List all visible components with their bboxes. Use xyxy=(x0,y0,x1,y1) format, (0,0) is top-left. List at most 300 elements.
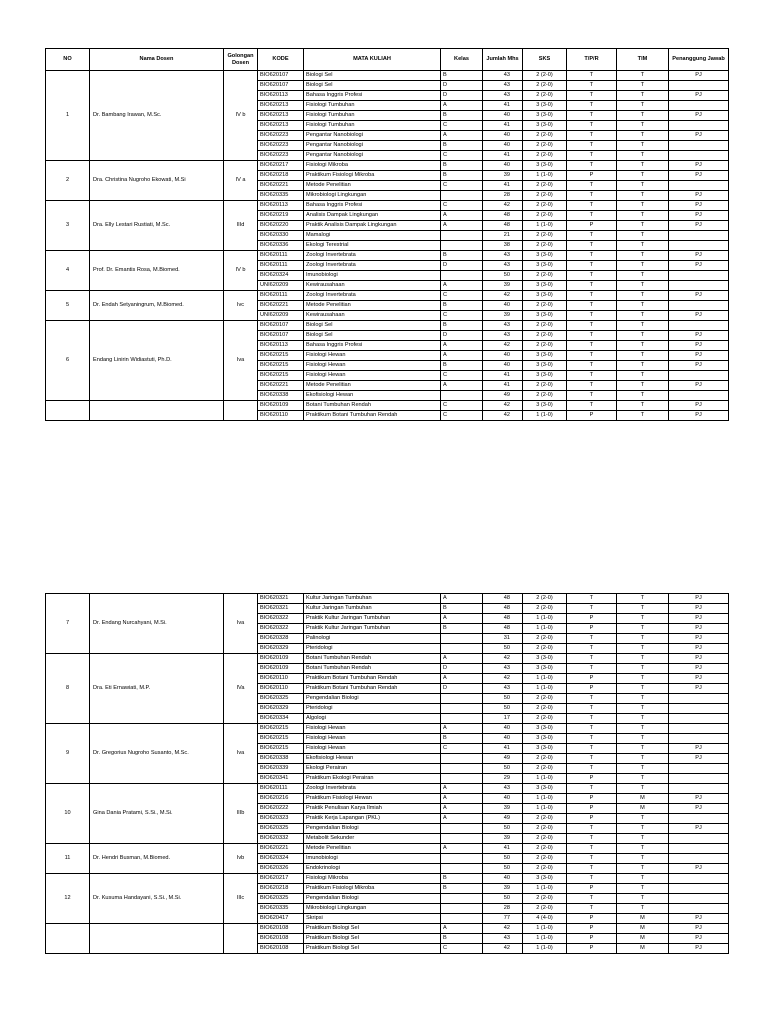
course-name: Fisiologi Tumbuhan xyxy=(304,101,441,111)
student-count: 77 xyxy=(483,914,523,924)
course-code: BIO620107 xyxy=(258,331,304,341)
class-cell xyxy=(441,644,483,654)
student-count: 42 xyxy=(483,291,523,301)
student-count: 40 xyxy=(483,351,523,361)
lecturer-name: Dr. Hendri Busman, M.Biomed. xyxy=(90,844,224,874)
responsible-cell: PJ xyxy=(669,924,729,934)
course-name: Praktikum Botani Tumbuhan Rendah xyxy=(304,684,441,694)
responsible-cell: PJ xyxy=(669,654,729,664)
class-cell xyxy=(441,754,483,764)
course-code: BIO620334 xyxy=(258,714,304,724)
credits-cell: 3 (3-0) xyxy=(523,111,567,121)
class-cell xyxy=(441,191,483,201)
responsible-cell xyxy=(669,151,729,161)
student-count: 40 xyxy=(483,874,523,884)
course-name: Praktik Kultur Jaringan Tumbuhan xyxy=(304,624,441,634)
type-cell: T xyxy=(567,904,617,914)
class-cell: C xyxy=(441,744,483,754)
class-cell xyxy=(441,241,483,251)
course-code: BIO620336 xyxy=(258,241,304,251)
responsible-cell xyxy=(669,854,729,864)
type-cell: P xyxy=(567,171,617,181)
lecturer-number: 6 xyxy=(46,321,90,401)
student-count: 39 xyxy=(483,804,523,814)
student-count: 50 xyxy=(483,704,523,714)
column-header: Nama Dosen xyxy=(90,49,224,71)
column-header: Kelas xyxy=(441,49,483,71)
type-cell: T xyxy=(567,321,617,331)
type-cell: T xyxy=(567,201,617,211)
team-cell: T xyxy=(617,101,669,111)
class-cell: B xyxy=(441,161,483,171)
team-cell: T xyxy=(617,371,669,381)
course-code: BIO620326 xyxy=(258,864,304,874)
course-name: Kewirausahaan xyxy=(304,281,441,291)
course-name: Praktik Analisis Dampak Lingkungan xyxy=(304,221,441,231)
responsible-cell: PJ xyxy=(669,221,729,231)
table-row xyxy=(46,321,729,331)
class-cell: A xyxy=(441,794,483,804)
course-code: BIO620110 xyxy=(258,411,304,421)
lecturer-rank xyxy=(224,401,258,421)
type-cell: T xyxy=(567,694,617,704)
responsible-cell xyxy=(669,874,729,884)
course-name: Metode Penelitian xyxy=(304,301,441,311)
responsible-cell xyxy=(669,391,729,401)
course-code: BIO620341 xyxy=(258,774,304,784)
course-name: Fisiologi Tumbuhan xyxy=(304,111,441,121)
table-row xyxy=(46,71,729,81)
student-count: 43 xyxy=(483,91,523,101)
credits-cell: 3 (3-0) xyxy=(523,874,567,884)
table-row xyxy=(46,784,729,794)
credits-cell: 2 (2-0) xyxy=(523,331,567,341)
course-code: BIO620330 xyxy=(258,231,304,241)
responsible-cell: PJ xyxy=(669,604,729,614)
type-cell: P xyxy=(567,614,617,624)
responsible-cell xyxy=(669,894,729,904)
credits-cell: 3 (3-0) xyxy=(523,371,567,381)
team-cell: T xyxy=(617,221,669,231)
credits-cell: 1 (1-0) xyxy=(523,944,567,954)
credits-cell: 2 (2-0) xyxy=(523,844,567,854)
credits-cell: 1 (1-0) xyxy=(523,684,567,694)
credits-cell: 2 (2-0) xyxy=(523,644,567,654)
course-code: BIO620325 xyxy=(258,824,304,834)
responsible-cell: PJ xyxy=(669,644,729,654)
class-cell: C xyxy=(441,411,483,421)
course-name: Fisiologi Hewan xyxy=(304,734,441,744)
column-header: SKS xyxy=(523,49,567,71)
responsible-cell: PJ xyxy=(669,744,729,754)
course-name: Mikrobiologi Lingkungan xyxy=(304,191,441,201)
type-cell: T xyxy=(567,71,617,81)
credits-cell: 1 (1-0) xyxy=(523,674,567,684)
course-name: Pteridologi xyxy=(304,644,441,654)
course-code: BIO620215 xyxy=(258,361,304,371)
course-code: BIO620221 xyxy=(258,181,304,191)
course-code: UNI620209 xyxy=(258,311,304,321)
responsible-cell xyxy=(669,844,729,854)
responsible-cell: PJ xyxy=(669,291,729,301)
course-code: BIO620113 xyxy=(258,201,304,211)
responsible-cell: PJ xyxy=(669,191,729,201)
student-count: 42 xyxy=(483,654,523,664)
lecturer-name: Dr. Kusuma Handayani, S.Si., M.Si. xyxy=(90,874,224,924)
credits-cell: 2 (2-0) xyxy=(523,181,567,191)
student-count: 43 xyxy=(483,321,523,331)
responsible-cell: PJ xyxy=(669,91,729,101)
credits-cell: 4 (4-0) xyxy=(523,914,567,924)
credits-cell: 3 (3-0) xyxy=(523,161,567,171)
team-cell: T xyxy=(617,814,669,824)
course-name: Praktik Kerja Lapangan (PKL) xyxy=(304,814,441,824)
student-count: 41 xyxy=(483,151,523,161)
type-cell: T xyxy=(567,241,617,251)
credits-cell: 3 (3-0) xyxy=(523,281,567,291)
team-cell: T xyxy=(617,684,669,694)
type-cell: P xyxy=(567,934,617,944)
responsible-cell: PJ xyxy=(669,261,729,271)
class-cell: A xyxy=(441,924,483,934)
student-count: 50 xyxy=(483,824,523,834)
class-cell xyxy=(441,231,483,241)
course-code: BIO620220 xyxy=(258,221,304,231)
responsible-cell: PJ xyxy=(669,614,729,624)
lecturer-name: Gina Dania Pratami, S.Si., M.Si. xyxy=(90,784,224,844)
course-code: UNI620209 xyxy=(258,281,304,291)
student-count: 41 xyxy=(483,381,523,391)
team-cell: T xyxy=(617,624,669,634)
course-code: BIO620338 xyxy=(258,391,304,401)
course-name: Pengantar Nanobiologi xyxy=(304,131,441,141)
course-name: Pteridologi xyxy=(304,704,441,714)
class-cell: B xyxy=(441,604,483,614)
credits-cell: 1 (1-0) xyxy=(523,804,567,814)
lecturer-number: 12 xyxy=(46,874,90,924)
team-cell: T xyxy=(617,211,669,221)
credits-cell: 3 (3-0) xyxy=(523,784,567,794)
class-cell: D xyxy=(441,261,483,271)
column-header: NO xyxy=(46,49,90,71)
type-cell: P xyxy=(567,924,617,934)
team-cell: M xyxy=(617,944,669,954)
responsible-cell: PJ xyxy=(669,351,729,361)
team-cell: T xyxy=(617,894,669,904)
course-code: BIO620223 xyxy=(258,151,304,161)
student-count: 41 xyxy=(483,101,523,111)
student-count: 40 xyxy=(483,301,523,311)
class-cell: D xyxy=(441,331,483,341)
credits-cell: 1 (1-0) xyxy=(523,411,567,421)
course-name: Analisis Dampak Lingkungan xyxy=(304,211,441,221)
course-code: BIO620328 xyxy=(258,634,304,644)
course-name: Zoologi Invertebrata xyxy=(304,251,441,261)
course-code: BIO620109 xyxy=(258,654,304,664)
course-name: Fisiologi Hewan xyxy=(304,371,441,381)
lecturer-name: Dra. Eti Ernawiati, M.P. xyxy=(90,654,224,724)
course-code: BIO620321 xyxy=(258,594,304,604)
credits-cell: 3 (3-0) xyxy=(523,121,567,131)
credits-cell: 3 (3-0) xyxy=(523,664,567,674)
credits-cell: 2 (2-0) xyxy=(523,321,567,331)
class-cell: A xyxy=(441,724,483,734)
team-cell: T xyxy=(617,121,669,131)
type-cell: T xyxy=(567,161,617,171)
credits-cell: 2 (2-0) xyxy=(523,754,567,764)
course-name: Biologi Sel xyxy=(304,81,441,91)
type-cell: T xyxy=(567,704,617,714)
responsible-cell: PJ xyxy=(669,754,729,764)
course-name: Praktikum Fisiologi Mikroba xyxy=(304,171,441,181)
lecturer-rank: Ivc xyxy=(224,291,258,321)
student-count: 28 xyxy=(483,904,523,914)
type-cell: T xyxy=(567,121,617,131)
responsible-cell: PJ xyxy=(669,411,729,421)
type-cell: T xyxy=(567,824,617,834)
team-cell: T xyxy=(617,764,669,774)
team-cell: T xyxy=(617,401,669,411)
table-row xyxy=(46,724,729,734)
lecturer-course-table-continued xyxy=(45,593,729,954)
lecturer-number: 3 xyxy=(46,201,90,251)
team-cell: T xyxy=(617,604,669,614)
credits-cell: 2 (2-0) xyxy=(523,391,567,401)
lecturer-number: 8 xyxy=(46,654,90,724)
course-name: Praktikum Biologi Sel xyxy=(304,934,441,944)
lecturer-rank: Iva xyxy=(224,724,258,784)
type-cell: P xyxy=(567,944,617,954)
team-cell: T xyxy=(617,71,669,81)
class-cell: C xyxy=(441,311,483,321)
course-name: Pengendalian Biologi xyxy=(304,694,441,704)
type-cell: T xyxy=(567,271,617,281)
responsible-cell xyxy=(669,774,729,784)
class-cell: D xyxy=(441,684,483,694)
class-cell: A xyxy=(441,614,483,624)
responsible-cell xyxy=(669,714,729,724)
team-cell: T xyxy=(617,141,669,151)
student-count: 39 xyxy=(483,281,523,291)
type-cell: P xyxy=(567,411,617,421)
class-cell: B xyxy=(441,111,483,121)
team-cell: T xyxy=(617,594,669,604)
student-count: 42 xyxy=(483,341,523,351)
column-header: Golongan Dosen xyxy=(224,49,258,71)
course-name: Imunobiologi xyxy=(304,854,441,864)
responsible-cell xyxy=(669,301,729,311)
team-cell: T xyxy=(617,784,669,794)
lecturer-rank: IVa xyxy=(224,654,258,724)
lecturer-number: 5 xyxy=(46,291,90,321)
responsible-cell xyxy=(669,814,729,824)
credits-cell: 1 (1-0) xyxy=(523,884,567,894)
class-cell: C xyxy=(441,291,483,301)
credits-cell: 2 (2-0) xyxy=(523,211,567,221)
course-name: Kewirausahaan xyxy=(304,311,441,321)
lecturer-number: 4 xyxy=(46,251,90,291)
team-cell: T xyxy=(617,884,669,894)
type-cell: T xyxy=(567,341,617,351)
course-code: BIO620108 xyxy=(258,944,304,954)
course-name: Praktikum Botani Tumbuhan Rendah xyxy=(304,411,441,421)
responsible-cell: PJ xyxy=(669,171,729,181)
course-code: BIO620213 xyxy=(258,101,304,111)
course-name: Metode Penelitian xyxy=(304,844,441,854)
responsible-cell xyxy=(669,141,729,151)
student-count: 48 xyxy=(483,221,523,231)
lecturer-course-table xyxy=(45,48,729,421)
team-cell: T xyxy=(617,171,669,181)
table-row xyxy=(46,924,729,934)
responsible-cell xyxy=(669,241,729,251)
course-code: BIO620325 xyxy=(258,694,304,704)
student-count: 50 xyxy=(483,694,523,704)
course-name: Fisiologi Hewan xyxy=(304,361,441,371)
team-cell: M xyxy=(617,914,669,924)
student-count: 42 xyxy=(483,201,523,211)
lecturer-rank: Ivb xyxy=(224,844,258,874)
team-cell: T xyxy=(617,734,669,744)
course-code: BIO620218 xyxy=(258,884,304,894)
credits-cell: 2 (2-0) xyxy=(523,191,567,201)
course-code: BIO620215 xyxy=(258,734,304,744)
course-code: BIO620321 xyxy=(258,604,304,614)
type-cell: T xyxy=(567,301,617,311)
class-cell: A xyxy=(441,351,483,361)
student-count: 50 xyxy=(483,644,523,654)
course-name: Biologi Sel xyxy=(304,331,441,341)
type-cell: T xyxy=(567,281,617,291)
class-cell xyxy=(441,704,483,714)
team-cell: T xyxy=(617,824,669,834)
type-cell: T xyxy=(567,764,617,774)
credits-cell: 2 (2-0) xyxy=(523,854,567,864)
lecturer-rank: Iva xyxy=(224,321,258,401)
type-cell: P xyxy=(567,914,617,924)
team-cell: T xyxy=(617,341,669,351)
responsible-cell: PJ xyxy=(669,664,729,674)
team-cell: T xyxy=(617,744,669,754)
student-count: 49 xyxy=(483,391,523,401)
course-code: BIO620329 xyxy=(258,644,304,654)
type-cell: P xyxy=(567,804,617,814)
course-name: Pengendalian Biologi xyxy=(304,894,441,904)
course-name: Kultur Jaringan Tumbuhan xyxy=(304,594,441,604)
credits-cell: 2 (2-0) xyxy=(523,131,567,141)
credits-cell: 2 (2-0) xyxy=(523,71,567,81)
class-cell: A xyxy=(441,101,483,111)
course-code: BIO620113 xyxy=(258,341,304,351)
credits-cell: 3 (3-0) xyxy=(523,251,567,261)
credits-cell: 2 (2-0) xyxy=(523,834,567,844)
responsible-cell: PJ xyxy=(669,864,729,874)
course-code: BIO620215 xyxy=(258,724,304,734)
credits-cell: 3 (3-0) xyxy=(523,744,567,754)
class-cell: B xyxy=(441,361,483,371)
team-cell: T xyxy=(617,181,669,191)
course-code: BIO620417 xyxy=(258,914,304,924)
student-count: 40 xyxy=(483,141,523,151)
credits-cell: 2 (2-0) xyxy=(523,764,567,774)
responsible-cell: PJ xyxy=(669,71,729,81)
course-name: Praktikum Fisiologi Hewan xyxy=(304,794,441,804)
class-cell: B xyxy=(441,934,483,944)
lecturer-name: Dr. Gregorius Nugroho Susanto, M.Sc. xyxy=(90,724,224,784)
course-code: BIO620332 xyxy=(258,834,304,844)
course-code: BIO620339 xyxy=(258,764,304,774)
student-count: 48 xyxy=(483,594,523,604)
credits-cell: 2 (2-0) xyxy=(523,81,567,91)
course-code: BIO620329 xyxy=(258,704,304,714)
column-header: KODE xyxy=(258,49,304,71)
credits-cell: 2 (2-0) xyxy=(523,894,567,904)
responsible-cell: PJ xyxy=(669,201,729,211)
course-name: Biologi Sel xyxy=(304,321,441,331)
credits-cell: 1 (1-0) xyxy=(523,624,567,634)
table-row xyxy=(46,161,729,171)
type-cell: T xyxy=(567,291,617,301)
class-cell xyxy=(441,694,483,704)
course-code: BIO620108 xyxy=(258,924,304,934)
class-cell: C xyxy=(441,121,483,131)
class-cell: A xyxy=(441,131,483,141)
course-name: Zoologi Invertebrata xyxy=(304,784,441,794)
type-cell: T xyxy=(567,874,617,884)
type-cell: P xyxy=(567,814,617,824)
course-code: BIO620221 xyxy=(258,301,304,311)
team-cell: T xyxy=(617,351,669,361)
course-name: Botani Tumbuhan Rendah xyxy=(304,664,441,674)
team-cell: T xyxy=(617,201,669,211)
type-cell: T xyxy=(567,131,617,141)
course-name: Pengendalian Biologi xyxy=(304,824,441,834)
responsible-cell: PJ xyxy=(669,251,729,261)
credits-cell: 3 (3-0) xyxy=(523,401,567,411)
credits-cell: 2 (2-0) xyxy=(523,141,567,151)
class-cell xyxy=(441,764,483,774)
class-cell: B xyxy=(441,251,483,261)
lecturer-rank: IIIc xyxy=(224,874,258,924)
class-cell: A xyxy=(441,221,483,231)
team-cell: T xyxy=(617,191,669,201)
course-name: Fisiologi Mikroba xyxy=(304,161,441,171)
class-cell xyxy=(441,271,483,281)
course-name: Skripsi xyxy=(304,914,441,924)
team-cell: T xyxy=(617,391,669,401)
responsible-cell: PJ xyxy=(669,934,729,944)
student-count: 40 xyxy=(483,724,523,734)
class-cell: A xyxy=(441,784,483,794)
responsible-cell: PJ xyxy=(669,634,729,644)
team-cell: T xyxy=(617,151,669,161)
team-cell: M xyxy=(617,924,669,934)
responsible-cell: PJ xyxy=(669,161,729,171)
team-cell: T xyxy=(617,311,669,321)
type-cell: T xyxy=(567,784,617,794)
class-cell: A xyxy=(441,814,483,824)
class-cell xyxy=(441,864,483,874)
course-code: BIO620324 xyxy=(258,854,304,864)
class-cell: B xyxy=(441,884,483,894)
responsible-cell xyxy=(669,181,729,191)
type-cell: T xyxy=(567,594,617,604)
course-name: Fisiologi Hewan xyxy=(304,724,441,734)
team-cell: T xyxy=(617,644,669,654)
column-header: MATA KULIAH xyxy=(304,49,441,71)
class-cell: A xyxy=(441,804,483,814)
table-row xyxy=(46,401,729,411)
